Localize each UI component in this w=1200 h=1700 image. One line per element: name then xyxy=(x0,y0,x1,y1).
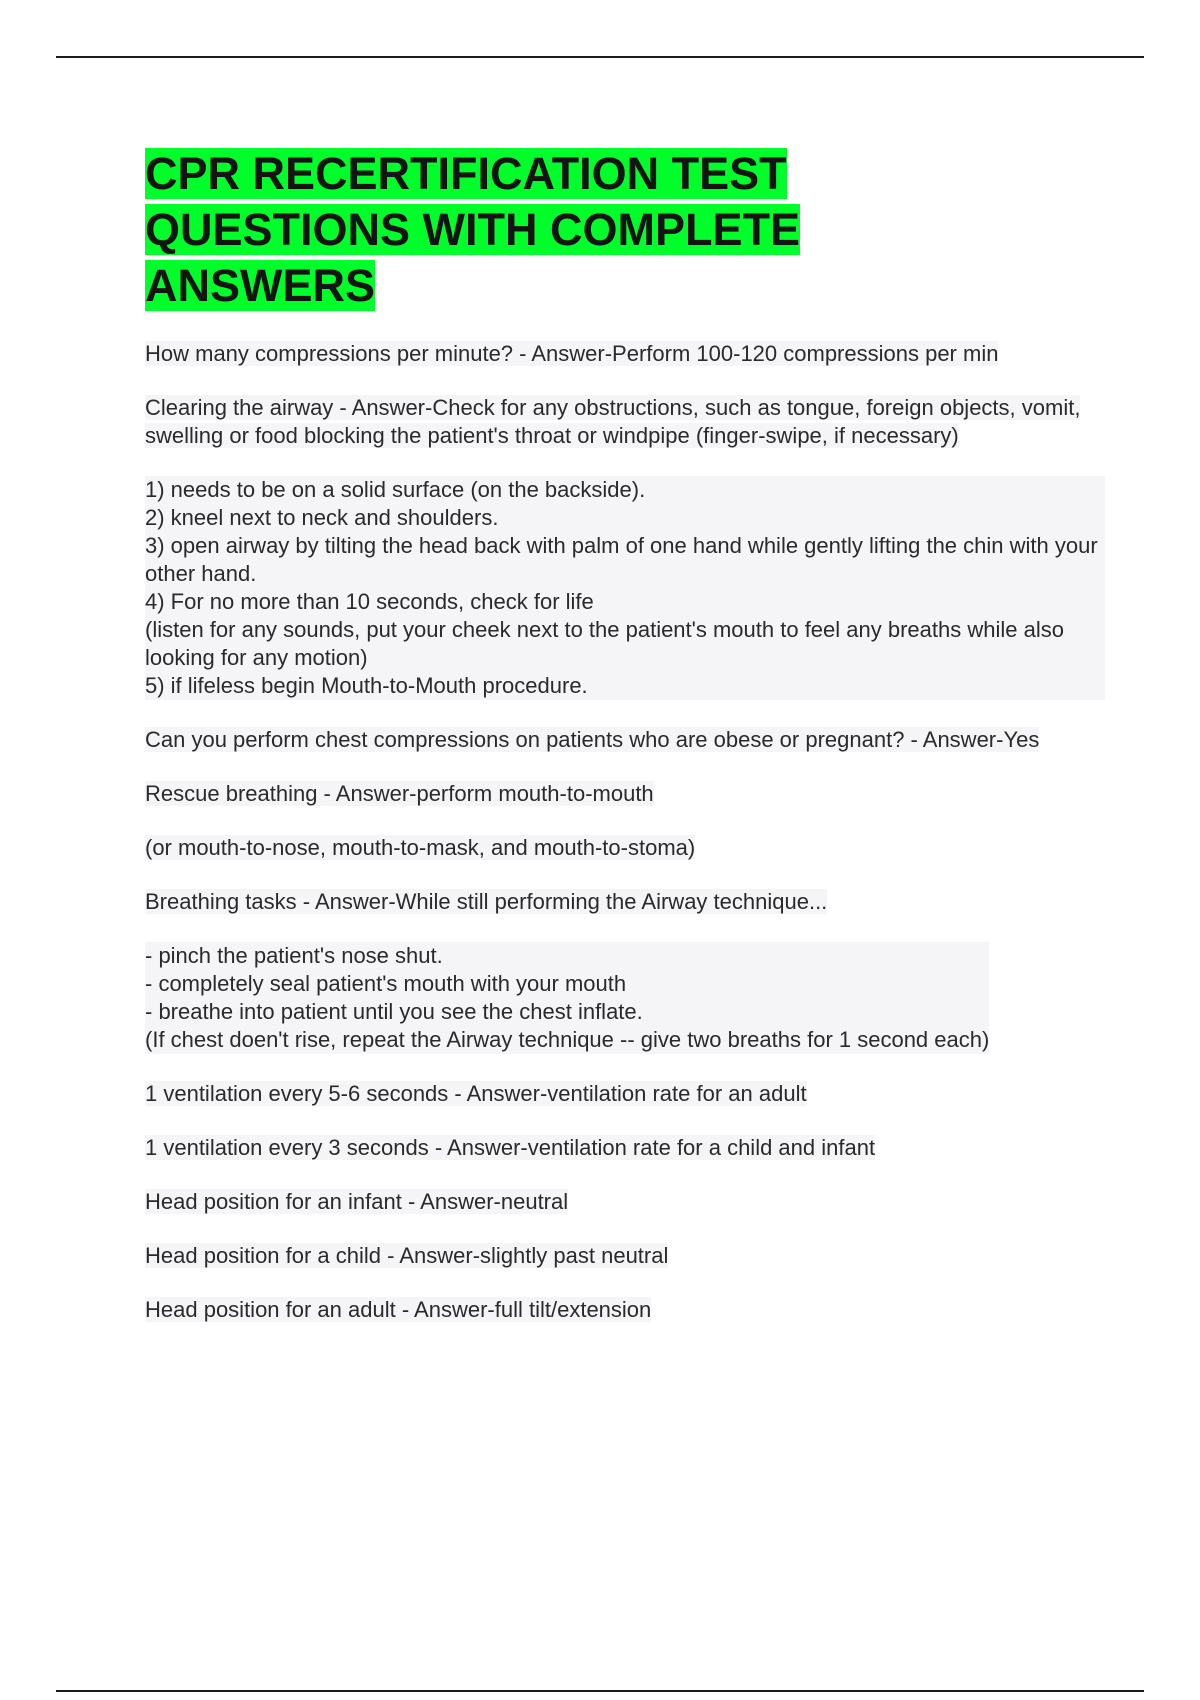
qa-entry xyxy=(145,1296,1105,1324)
breathing-steps-block xyxy=(145,942,989,1054)
qa-text: (or mouth-to-nose, mouth-to-mask, and mouth-to-stoma) xyxy=(145,835,696,860)
qa-entry xyxy=(145,1188,1105,1216)
qa-text: How many compressions per minute? - Answer-Perform 100-120 compressions per min xyxy=(145,341,999,366)
qa-text: Can you perform chest compressions on patients who are obese or pregnant? - Answer-Yes xyxy=(145,727,1040,752)
step-line: - pinch the patient's nose shut. xyxy=(145,943,443,968)
qa-entry xyxy=(145,1134,1105,1162)
step-line: 1) needs to be on a solid surface (on the backside). xyxy=(145,477,646,502)
qa-entry xyxy=(145,834,1105,862)
qa-text: Clearing the airway - Answer-Check for any obstructions, such as tongue, foreign objects, vomit, swelling or food blocking the patient's throat or windpipe (finger-swipe, if necessary) xyxy=(145,395,1081,448)
qa-entry xyxy=(145,888,1105,916)
qa-entry xyxy=(145,340,1105,368)
step-line: 3) open airway by tilting the head back with palm of one hand while gently lifting the chin with your other hand. xyxy=(145,533,1098,586)
qa-text: Rescue breathing - Answer-perform mouth-to-mouth xyxy=(145,781,654,806)
qa-text: 1 ventilation every 5-6 seconds - Answer-ventilation rate for an adult xyxy=(145,1081,807,1106)
qa-text: Breathing tasks - Answer-While still performing the Airway technique... xyxy=(145,889,828,914)
step-line: (listen for any sounds, put your cheek next to the patient's mouth to feel any breaths while also looking for any motion) xyxy=(145,617,1064,670)
qa-text: 1 ventilation every 3 seconds - Answer-ventilation rate for a child and infant xyxy=(145,1135,876,1160)
document-title xyxy=(145,146,865,314)
step-line: 2) kneel next to neck and shoulders. xyxy=(145,505,499,530)
qa-text: Head position for an adult - Answer-full tilt/extension xyxy=(145,1297,652,1322)
qa-entry xyxy=(145,726,1105,754)
step-line: 4) For no more than 10 seconds, check for life xyxy=(145,589,594,614)
qa-entry xyxy=(145,780,1105,808)
step-line: 5) if lifeless begin Mouth-to-Mouth procedure. xyxy=(145,673,588,698)
step-line: (If chest doen't rise, repeat the Airway technique -- give two breaths for 1 second each) xyxy=(145,1027,990,1052)
airway-steps-block xyxy=(145,476,1105,700)
step-line: - completely seal patient's mouth with your mouth xyxy=(145,971,627,996)
qa-entry xyxy=(145,1242,1105,1270)
title-text: CPR RECERTIFICATION TEST QUESTIONS WITH COMPLETE ANSWERS xyxy=(145,148,801,311)
qa-text: Head position for an infant - Answer-neutral xyxy=(145,1189,569,1214)
qa-entry xyxy=(145,394,1105,450)
step-line: - breathe into patient until you see the chest inflate. xyxy=(145,999,643,1024)
qa-entry xyxy=(145,1080,1105,1108)
document-body xyxy=(145,146,1105,1350)
qa-text: Head position for a child - Answer-slightly past neutral xyxy=(145,1243,669,1268)
top-rule xyxy=(56,56,1144,58)
bottom-rule xyxy=(56,1690,1144,1692)
